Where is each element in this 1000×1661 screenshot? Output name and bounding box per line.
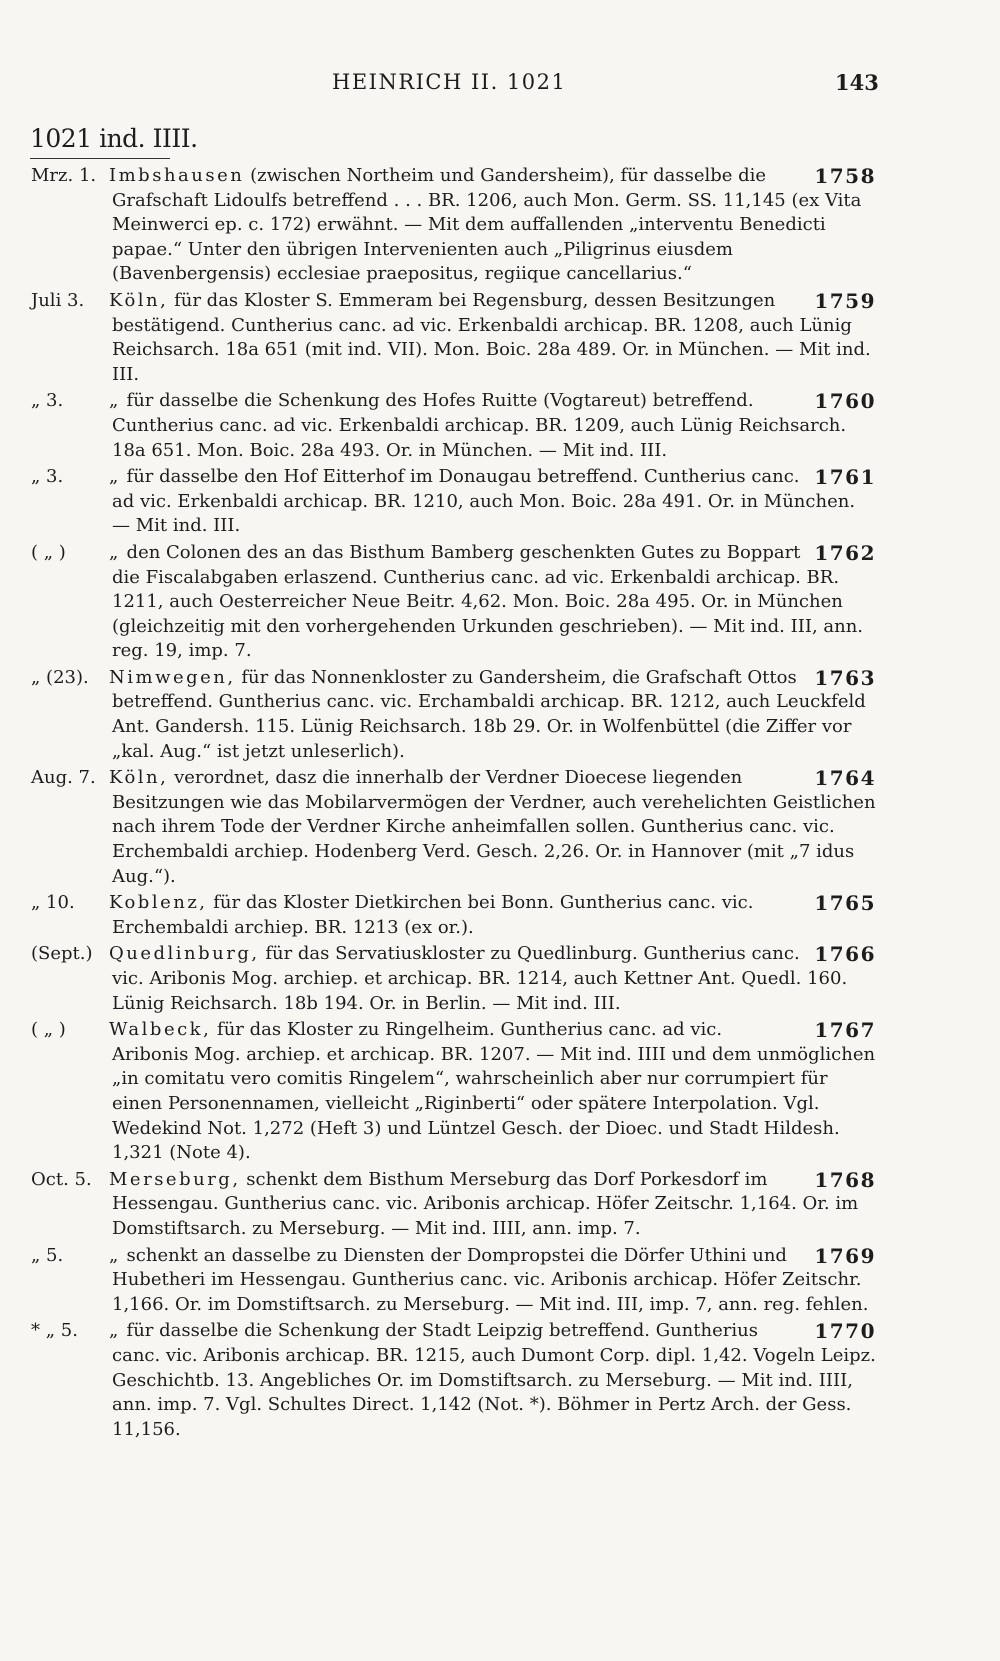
regest-entry xyxy=(0,289,1000,387)
entry-text: verordnet, dasz die innerhalb der Verdner Dioecese liegenden Besitzungen wie das Mobilarvermögen der Verdner, auch verehelichten Geistlichen nach ihrem Tode der Verdner Kirche anheimfallen sollen. Guntherius canc. vic. Erchembaldi archiep. Hodenberg Verd. Gesch. 2,26. Or. in Hannover (mit „7 idus Aug.“). xyxy=(112,767,876,887)
entry-text: schenkt dem Bisthum Merseburg das Dorf Porkesdorf im Hessengau. Guntherius canc. vic. Aribonis archicap. Höfer Zeitschr. 1,164. Or. im Domstiftsarch. zu Merseburg. — Mit ind. IIII, ann. imp. 7. xyxy=(112,1168,859,1239)
entry-place: Koblenz, xyxy=(109,892,208,914)
regest-number: 1764 xyxy=(814,766,876,791)
entry-text: für das Servatiuskloster zu Quedlinburg. Guntherius canc. vic. Aribonis Mog. archiep. et archicap. BR. 1214, auch Kettner Ant. Quedl. 160. Lünig Reichsarch. 18b 194. Or. in Berlin. — Mit ind. III. xyxy=(112,943,848,1014)
regest-entry xyxy=(0,541,1000,664)
entry-body xyxy=(109,288,876,387)
entry-date: Juli 3. xyxy=(31,289,85,311)
entry-place: „ xyxy=(109,541,121,563)
entry-body xyxy=(109,1243,876,1318)
entry-date: (Sept.) xyxy=(31,943,93,965)
regest-entry xyxy=(0,389,1000,463)
regest-entry xyxy=(0,666,1000,764)
regest-number: 1759 xyxy=(814,288,876,313)
entry-date: Mrz. 1. xyxy=(31,165,97,186)
entry-date: ( „ ) xyxy=(31,1019,66,1041)
entry-place: Köln, xyxy=(109,767,169,789)
entry-place: Quedlinburg, xyxy=(109,943,260,965)
regest-entry xyxy=(0,164,1000,287)
entry-body xyxy=(109,164,876,287)
section-label: 1021 ind. IIII. xyxy=(30,124,198,153)
entry-text: für dasselbe die Schenkung der Stadt Leipzig betreffend. Guntherius canc. vic. Aribonis archicap. BR. 1215, auch Dumont Corp. dipl. 1,42. Vogeln Leipz. Geschichtb. 13. Angebliches Or. im Domstiftsarch. zu Merseburg. — Mit ind. IIII, ann. imp. 7. Vgl. Schultes Direct. 1,142 (Not. *). Böhmer in Pertz Arch. der Gess. 11,156. xyxy=(112,1320,876,1440)
regest-number: 1766 xyxy=(814,942,876,967)
entry-text: den Colonen des an das Bisthum Bamberg geschenkten Gutes zu Boppart die Fiscalabgaben erlaszend. Cuntherius canc. ad vic. Erkenbaldi archicap. BR. 1211, auch Oesterreicher Neue Beitr. 4,62. Mon. Boic. 28a 495. Or. in München (gleichzeitig mit den vorhergehenden Urkunden geschrieben). — Mit ind. III, ann. reg. 19, imp. 7. xyxy=(112,541,864,662)
entry-place: Walbeck, xyxy=(109,1019,212,1041)
entry-date: „ 3. xyxy=(31,466,64,488)
entry-text: für das Kloster S. Emmeram bei Regensburg, dessen Besitzungen bestätigend. Cuntherius canc. ad vic. Erkenbaldi archicap. BR. 1208, auch Lünig Reichsarch. 18a 651 (mit ind. VII). Mon. Boic. 28a 489. Or. in München. — Mit ind. III. xyxy=(112,289,871,385)
entry-body xyxy=(109,665,876,764)
page-number: 143 xyxy=(835,70,879,95)
entry-place: „ xyxy=(109,390,121,412)
entry-place: „ xyxy=(109,466,121,488)
regest-entry xyxy=(0,1168,1000,1242)
entry-date: „ 5. xyxy=(31,1244,64,1266)
entry-body xyxy=(109,891,876,940)
regest-entry xyxy=(0,1244,1000,1318)
regest-entry xyxy=(0,465,1000,539)
regesta-list xyxy=(0,164,1000,1444)
entry-text: schenkt an dasselbe zu Diensten der Dompropstei die Dörfer Uthini und Hubetheri im Hessengau. Guntherius canc. vic. Aribonis archicap. Höfer Zeitschr. 1,166. Or. im Domstiftsarch. zu Merseburg. — Mit ind. III, imp. 7, ann. reg. fehlen. xyxy=(112,1244,869,1315)
entry-text: für das Nonnenkloster zu Gandersheim, die Grafschaft Ottos betreffend. Guntherius canc. vic. Erchambaldi archicap. BR. 1212, auch Leuckfeld Ant. Gandersh. 115. Lünig Reichsarch. 18b 29. Or. in Wolfenbüttel (die Ziffer vor „kal. Aug.“ ist jetzt unleserlich). xyxy=(112,666,866,762)
entry-body xyxy=(109,766,876,889)
entry-text: (zwischen Northeim und Gandersheim), für dasselbe die Grafschaft Lidoulfs betreffend . . . BR. 1206, auch Mon. Germ. SS. 11,145 (ex Vita Meinwerci ep. c. 172) erwähnt. — Mit dem auffallenden „interventu Benedicti papae.“ Unter den übrigen Intervenienten auch „Piligrinus eiusdem (Bavenbergensis) ecclesiae praepositus, regiique cancellarius.“ xyxy=(112,165,862,285)
regest-number: 1761 xyxy=(814,465,876,490)
entry-place: Merseburg, xyxy=(109,1168,241,1190)
regest-number: 1765 xyxy=(814,891,876,916)
entry-text: für das Kloster Dietkirchen bei Bonn. Guntherius canc. vic. Erchembaldi archiep. BR. 1213 (ex or.). xyxy=(112,892,754,938)
regest-number: 1763 xyxy=(814,665,876,690)
entry-body xyxy=(109,389,876,463)
entry-date: Oct. 5. xyxy=(31,1168,92,1190)
entry-date: ( „ ) xyxy=(31,541,66,563)
regest-number: 1769 xyxy=(814,1243,876,1268)
entry-body xyxy=(109,1319,876,1442)
regest-number: 1767 xyxy=(814,1018,876,1043)
regest-entry xyxy=(0,891,1000,940)
regest-entry xyxy=(0,766,1000,889)
entry-date: „ (23). xyxy=(31,666,89,688)
entry-body xyxy=(109,465,876,539)
entry-place: Köln, xyxy=(109,289,169,311)
entry-text: für dasselbe die Schenkung des Hofes Ruitte (Vogtareut) betreffend. Cuntherius canc. ad vic. Erkenbaldi archicap. BR. 1209, auch Lünig Reichsarch. 18a 651. Mon. Boic. 28a 493. Or. in München. — Mit ind. III. xyxy=(112,390,847,461)
regest-entry xyxy=(0,1319,1000,1442)
regest-number: 1758 xyxy=(814,164,876,188)
section-divider xyxy=(30,158,170,159)
running-title: HEINRICH II. 1021 xyxy=(332,70,567,94)
entry-place: „ xyxy=(109,1320,121,1342)
entry-date: * „ 5. xyxy=(31,1320,78,1342)
entry-date: „ 3. xyxy=(31,390,64,412)
entry-body xyxy=(109,942,876,1016)
entry-body xyxy=(109,1018,876,1166)
regest-number: 1768 xyxy=(814,1167,876,1192)
entry-place: Imbshausen xyxy=(109,165,245,186)
page-header xyxy=(0,66,1000,106)
entry-place: „ xyxy=(109,1244,121,1266)
regest-number: 1760 xyxy=(814,389,876,414)
entry-body xyxy=(109,1167,876,1242)
regest-number: 1770 xyxy=(814,1319,876,1344)
regest-entry xyxy=(0,1018,1000,1166)
entry-text: für dasselbe den Hof Eitterhof im Donaugau betreffend. Cuntherius canc. ad vic. Erkenbaldi archicap. BR. 1210, auch Mon. Boic. 28a 491. Or. in München. — Mit ind. III. xyxy=(112,466,856,537)
entry-body xyxy=(109,540,876,664)
entry-date: „ 10. xyxy=(31,892,75,914)
entry-text: für das Kloster zu Ringelheim. Guntherius canc. ad vic. Aribonis Mog. archiep. et archicap. BR. 1207. — Mit ind. IIII und dem unmöglichen „in comitatu vero comitis Ringelem“, wahrscheinlich aber nur corrumpiert für einen Personennamen, vielleicht „Riginberti“ oder spätere Interpolation. Vgl. Wedekind Not. 1,272 (Heft 3) und Lüntzel Gesch. der Dioec. und Stadt Hildesh. 1,321 (Note 4). xyxy=(112,1019,876,1164)
entry-place: Nimwegen, xyxy=(109,666,236,688)
regest-number: 1762 xyxy=(814,540,876,565)
entry-date: Aug. 7. xyxy=(31,767,96,789)
regest-entry xyxy=(0,942,1000,1016)
